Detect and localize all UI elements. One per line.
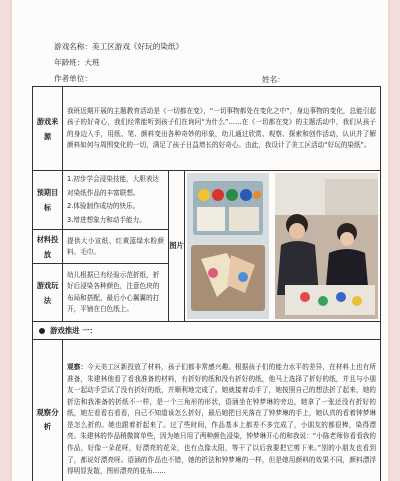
- section-title: 游戏推进 一：: [50, 326, 97, 336]
- goal-item: 2.体验制作成功的快乐。: [67, 202, 140, 211]
- section-row: [33, 322, 381, 340]
- observation-body: 今天美工区新投放了材料，孩子们都非常感兴趣。根据孩子们的能力水平的差异，在材料上也有所准备，朱建林他看了看我准备的材料，有折好的纸和没有折好的纸，他马上选择了折好的纸，并且与小朋友一起动手尝试了没有折好的纸，并顺利地完成了。她就接着动手了，她按照自己的想法折了起来，她的折法和我准备的折纸不一样，是一个三角形的形状，语涵坐在钟梦琳的旁边，她拿了一张还没有折好的纸，她左看看右看看，自己不知道该怎么折好，最后她把目光落在了钟梦琳的手上，她认真的看着钟梦琳是怎么折的。她也跟着折起来了。过了些时间，作品基本上都差不多完成了，小朋友的都很棒，染得漂亮。朱建林的作品稍微简单些，因为她只用了两种颜色浸染，钟梦琳开心的和我说：“小陈老师你看看我的作品，好像一朵花呀，好漂亮的花朵，也有点像太阳，等干了以后我要把它剪下来。”别的小朋友也看到了，都说好漂亮呀。语涵的作品也不错，她的折法和钟梦琳的一样，但是她用颜料的效果不同，颜料漂浮得明显发散，图形漂亮的花布……: [67, 362, 377, 476]
- observation-label: 观察分析: [33, 340, 63, 481]
- play-label: 游戏玩法: [33, 264, 63, 322]
- bullet-icon: [39, 328, 45, 334]
- source-text: 我班近期开展的主题教育活动是《一切都在变》，“一切事物都处在变化之中”，身边事物的变化，总能引起孩子的好奇心，我们经常能听到孩子们在询问“为什么”……在《一切都在变》的主题活动中，我们从孩子的身边入手，用纸、笔、颜料变出各种奇妙的形象，幼儿通过欣赏、观察、探索和创作活动，认识并了解颜料如何与周围变化的一切，满足了孩子日益增长的好奇心。由此，我设计了美工区活动“好玩的染纸”。: [63, 87, 381, 171]
- materials-text: 提供大小宣纸、红黄蓝绿水粉颜料、毛巾。: [63, 230, 169, 264]
- name-label: 姓名：: [262, 75, 285, 84]
- activity-name: 游戏名称：美工区游戏《好玩的染纸》: [54, 42, 184, 51]
- activity-table: [32, 86, 381, 481]
- author-unit-label: 作者单位：: [54, 74, 92, 83]
- materials-photo: [187, 173, 269, 319]
- goals-label: 预期目标: [33, 171, 63, 230]
- observation-lead: 观察：: [67, 362, 88, 371]
- goal-item: 3.增进想象力和动手能力。: [67, 215, 146, 224]
- observation-row: [33, 340, 381, 481]
- document-page: [12, 0, 388, 481]
- grade-level: 年龄班：大班: [54, 58, 100, 67]
- goal-item: 1.初步学会浸染技能，大胆表达对染纸作品的丰富联想。: [67, 175, 160, 197]
- photo-cell: [185, 171, 381, 322]
- source-label: 游戏来源: [33, 87, 63, 171]
- photo-label: 图片: [169, 171, 185, 322]
- play-text: 幼儿根据已有经验示范折纸，折好后浸染各种颜色，注意色块的布局和搭配，最后小心翼翼的打开，平铺在白色纸上。: [63, 264, 169, 322]
- children-photo: [275, 173, 378, 319]
- observation-text: [63, 340, 381, 481]
- goals-list: [63, 171, 169, 230]
- materials-label: 材料投放: [33, 230, 63, 264]
- section-heading: [33, 322, 381, 340]
- source-row: [33, 87, 381, 171]
- goals-row: [33, 171, 381, 230]
